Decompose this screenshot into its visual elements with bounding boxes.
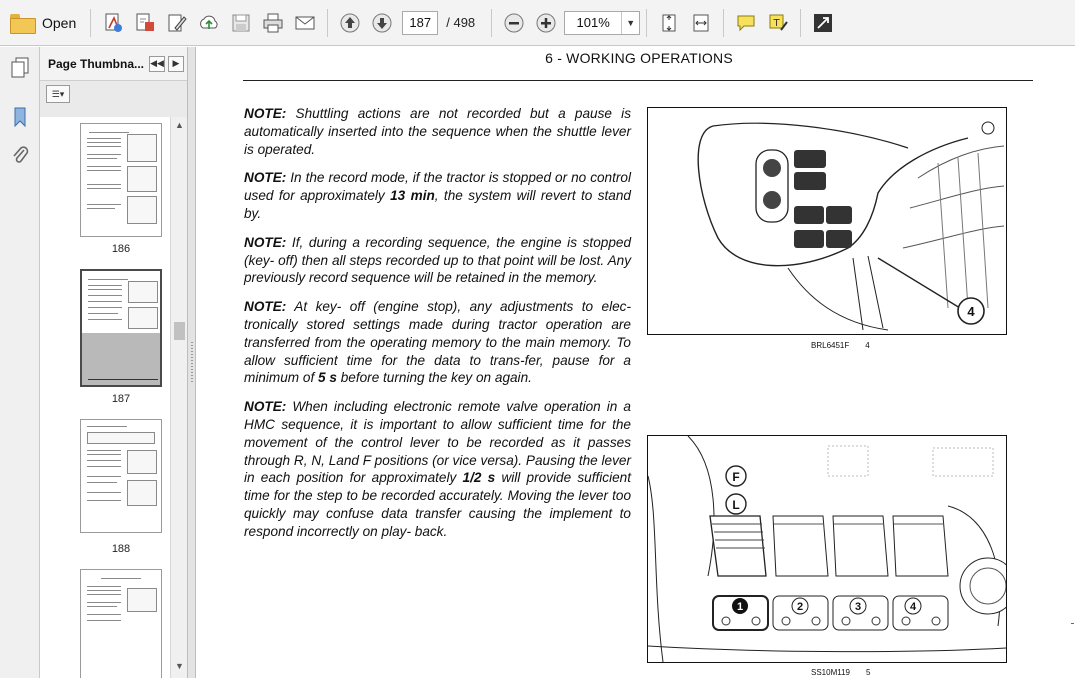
figure-caption: SS10M119 5 <box>811 668 871 677</box>
email-button[interactable] <box>291 9 319 37</box>
comment-button[interactable] <box>732 9 760 37</box>
fit-page-button[interactable] <box>655 9 683 37</box>
open-button[interactable] <box>6 7 84 39</box>
lever-position-f: F <box>732 470 740 484</box>
edit-icon <box>166 12 188 34</box>
toolbar-separator <box>90 9 91 37</box>
document-page <box>197 47 1075 678</box>
pages-icon <box>9 56 31 78</box>
convert-icon <box>134 12 156 34</box>
figure-caption: BRL6451F 4 <box>811 341 870 350</box>
expand-panel-icon[interactable]: ▶ <box>168 56 184 72</box>
upload-icon <box>198 12 220 34</box>
thumbnail-page-186[interactable] <box>80 123 162 237</box>
bookmark-icon <box>9 106 31 128</box>
panel-title: Page Thumbna... <box>48 56 145 71</box>
scroll-down-icon[interactable]: ▼ <box>175 661 184 671</box>
toolbar-separator <box>327 9 328 37</box>
create-pdf-icon <box>102 12 124 34</box>
toolbar-separator <box>646 9 647 37</box>
fullscreen-icon <box>812 12 834 34</box>
zoom-in-button[interactable] <box>532 9 560 37</box>
convert-button[interactable] <box>131 9 159 37</box>
save-button[interactable] <box>227 9 255 37</box>
main-toolbar <box>0 0 1075 46</box>
remote-valve-illustration <box>648 436 1006 662</box>
panel-splitter[interactable] <box>188 47 196 678</box>
thumbnail-label: 188 <box>111 543 131 555</box>
fit-width-button[interactable] <box>687 9 715 37</box>
bookmarks-button[interactable] <box>6 103 34 131</box>
save-icon <box>230 12 252 34</box>
panel-options-row <box>40 81 187 107</box>
next-page-button[interactable] <box>368 9 396 37</box>
create-pdf-button[interactable] <box>99 9 127 37</box>
paperclip-icon <box>9 144 31 166</box>
upload-button[interactable] <box>195 9 223 37</box>
armrest-illustration <box>648 108 1006 334</box>
folder-icon <box>10 14 34 32</box>
fullscreen-button[interactable] <box>809 9 837 37</box>
zoom-in-icon <box>535 12 557 34</box>
collapse-panel-icon[interactable]: ◀◀ <box>149 56 165 72</box>
zoom-value: 101% <box>576 15 610 30</box>
figure-callout-4: 4 <box>967 304 975 319</box>
comment-icon <box>735 12 757 34</box>
note-paragraph: NOTE: When including electronic remote valve operation in a HMC sequence, it is important to allow sufficient time for the movement of the control lever to be recorded as it passes through R, N, Land F positions (or vice versa). Pausing the lever in each position for approximately 1/2 s will provide sufficient time for the step to be recorded accurately. Moving the lever too quickly may confuse data transfer causing the implement to respond incorrectly on play- back. <box>244 399 631 539</box>
chevron-down-icon[interactable]: ▼ <box>621 12 639 34</box>
page-thumbnails-panel <box>40 47 188 678</box>
valve-number-1: 1 <box>736 601 744 613</box>
scrollbar-thumb[interactable] <box>174 322 185 340</box>
note-paragraph: NOTE: If, during a recording sequence, the engine is stopped (key- off) then all steps recorded up to that point will be lost. Any previously record sequence will be retained in the memory. <box>244 234 631 286</box>
section-header: 6 - WORKING OPERATIONS <box>545 50 733 66</box>
valve-number-4: 4 <box>909 601 917 613</box>
panel-header <box>40 47 187 81</box>
edit-button[interactable] <box>163 9 191 37</box>
thumbnail-scrollbar[interactable] <box>170 117 187 678</box>
open-label: Open <box>42 14 77 31</box>
page-number-input[interactable]: 187 <box>402 11 438 35</box>
attachments-button[interactable] <box>6 141 34 169</box>
previous-page-button[interactable] <box>336 9 364 37</box>
thumbnail-list[interactable] <box>40 117 170 678</box>
page-thumbnails-button[interactable] <box>6 53 34 81</box>
svg-text:T: T <box>773 17 780 29</box>
lever-position-l: L <box>732 498 740 512</box>
highlight-icon <box>767 12 789 34</box>
notes-column <box>244 105 631 552</box>
thumbnail-viewport-indicator <box>82 333 160 385</box>
thumbnail-label: 186 <box>111 243 131 255</box>
toolbar-separator <box>723 9 724 37</box>
toolbar-separator <box>800 9 801 37</box>
print-icon <box>262 12 284 34</box>
next-page-icon <box>371 12 393 34</box>
note-paragraph: NOTE: In the record mode, if the tractor is stopped or no control used for approximately 13 min, the system will revert to stand by. <box>244 170 631 221</box>
toolbar-separator <box>491 9 492 37</box>
thumbnail-page-188[interactable] <box>80 419 162 533</box>
valve-number-3: 3 <box>854 601 862 613</box>
thumbnail-page-187[interactable] <box>80 269 162 387</box>
page-edge-marker <box>1071 623 1074 624</box>
scroll-up-icon[interactable]: ▲ <box>175 120 184 130</box>
navigation-pane-strip <box>0 47 40 678</box>
thumbnail-page-189[interactable] <box>80 569 162 678</box>
figure-armrest-controls <box>647 107 1007 335</box>
note-paragraph: NOTE: At key- off (engine stop), any adjustments to elec-tronically stored settings made during tractor operation are transferred from the operating memory to the main memory. To allow sufficient time for the data to trans-fer, pause for a minimum of 5 s before turning the key on again. <box>244 299 631 386</box>
print-button[interactable] <box>259 9 287 37</box>
header-rule <box>243 80 1033 81</box>
previous-page-icon <box>339 12 361 34</box>
valve-number-2: 2 <box>796 601 804 613</box>
page-total-label: / 498 <box>446 15 476 30</box>
figure-remote-valve-levers <box>647 435 1007 663</box>
fit-width-icon <box>690 12 712 34</box>
highlight-button[interactable] <box>764 9 792 37</box>
email-icon <box>294 12 316 34</box>
fit-page-icon <box>658 12 680 34</box>
zoom-out-icon <box>503 12 525 34</box>
thumbnail-label: 187 <box>111 393 131 405</box>
zoom-select[interactable] <box>564 11 640 35</box>
note-paragraph: NOTE: Shuttling actions are not recorded but a pause is automatically inserted into the sequence when the shuttle lever is operated. <box>244 106 631 157</box>
zoom-out-button[interactable] <box>500 9 528 37</box>
options-menu-icon[interactable]: ☰▾ <box>46 85 70 103</box>
